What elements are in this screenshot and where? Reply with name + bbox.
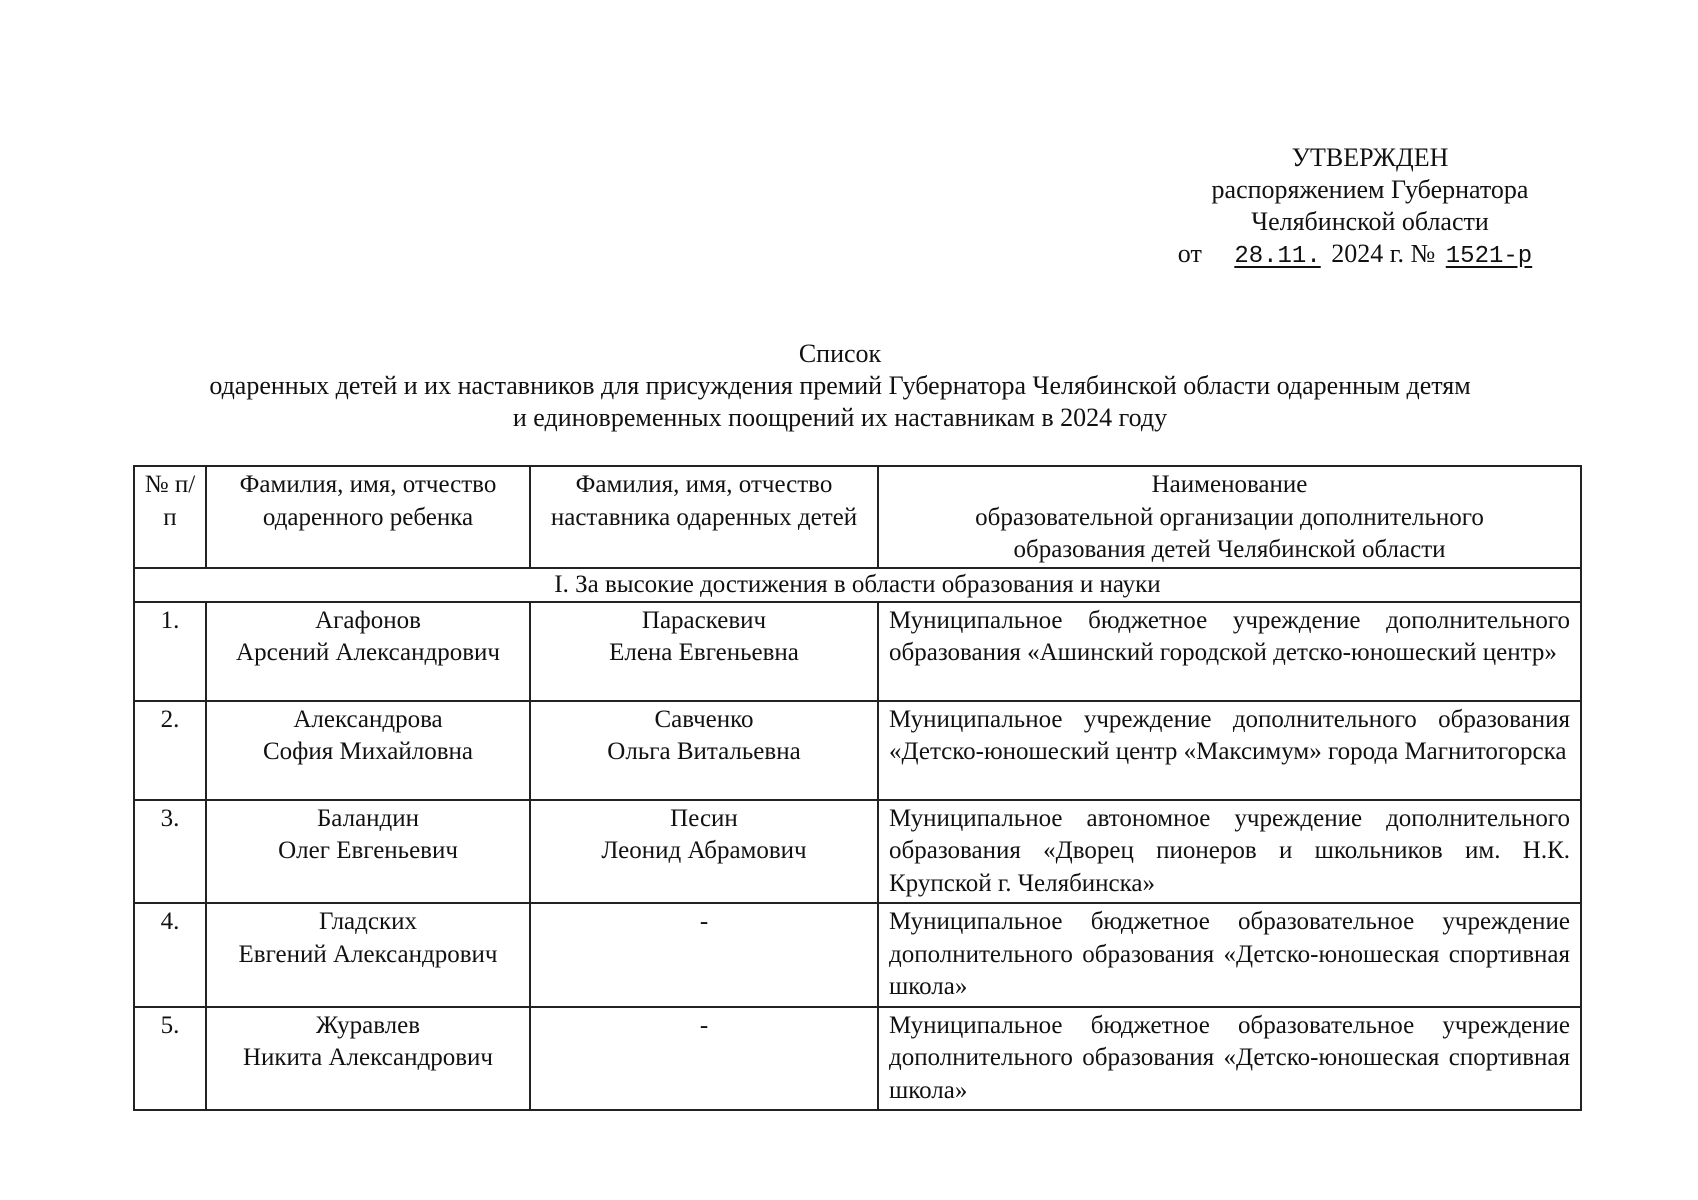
child-name-cell — [206, 1007, 530, 1111]
child-given-name: Никита Александрович — [242, 1044, 494, 1071]
child-given-name: Олег Евгеньевич — [278, 837, 458, 864]
mentor-surname: Песин — [670, 804, 738, 832]
mentor-given-name: Леонид Абрамович — [601, 837, 807, 864]
mentor-surname: - — [699, 1011, 709, 1039]
child-surname: Александрова — [293, 705, 443, 733]
child-name-cell — [206, 903, 530, 1007]
mentor-given-name: Ольга Витальевна — [607, 738, 801, 765]
decree-date: 28.11. — [1234, 243, 1321, 270]
header-child-name: Фамилия, имя, отчество одаренного ребенка — [206, 466, 530, 568]
child-name-cell — [206, 602, 530, 701]
mentor-given-name: Елена Евгеньевна — [609, 639, 799, 666]
child-surname: Агафонов — [315, 606, 421, 634]
date-prefix: от — [1177, 239, 1202, 268]
table-row — [134, 800, 1581, 904]
table-row — [134, 1007, 1581, 1111]
title-line-2: одаренных детей и их наставников для присуждения премий Губернатора Челябинской области одаренным детям — [209, 371, 1471, 400]
gifted-children-table — [133, 465, 1582, 1111]
row-number: 5. — [134, 1007, 206, 1111]
table-row — [134, 602, 1581, 701]
mentor-surname: Савченко — [654, 705, 754, 733]
mentor-name-cell — [530, 903, 878, 1007]
mentor-name-cell — [530, 1007, 878, 1111]
section-row — [134, 568, 1581, 602]
organization-cell: Муниципальное учреждение дополнительного образования «Детско-юношеский центр «Максимум» города Магнитогорска — [878, 701, 1581, 800]
decree-year: 2024 г. № — [1331, 239, 1436, 268]
header-org-line-3: образования детей Челябинской области — [1013, 536, 1446, 563]
section-title: I. За высокие достижения в области образования и науки — [134, 568, 1581, 602]
child-surname: Гладских — [319, 908, 417, 935]
organization-cell: Муниципальное бюджетное образовательное учреждение дополнительного образования «Детско-юношеская спортивная школа» — [878, 1007, 1581, 1111]
mentor-surname: Параскевич — [641, 606, 767, 634]
header-org-line-1: Наименование — [1151, 471, 1308, 498]
table-row — [134, 701, 1581, 800]
approval-date-line — [1170, 238, 1570, 273]
title-line-3: и единовременных поощрений их наставникам в 2024 году — [512, 403, 1168, 432]
title-line-1: Список — [798, 339, 882, 368]
child-surname: Баландин — [316, 804, 420, 832]
header-org-line-2: образовательной организации дополнительного — [975, 503, 1484, 531]
child-name-cell — [206, 800, 530, 904]
row-number: 2. — [134, 701, 206, 800]
organization-cell: Муниципальное бюджетное учреждение дополнительного образования «Ашинский городской детско-юношеский центр» — [878, 602, 1581, 701]
child-given-name: Евгений Александрович — [238, 940, 498, 968]
approval-heading: УТВЕРЖДЕН — [1291, 143, 1449, 172]
child-given-name: София Михайловна — [262, 738, 473, 765]
organization-cell: Муниципальное автономное учреждение дополнительного образования «Дворец пионеров и школьников им. Н.К. Крупской г. Челябинска» — [878, 800, 1581, 904]
child-given-name: Арсений Александрович — [236, 639, 500, 666]
child-surname: Журавлев — [315, 1011, 421, 1039]
mentor-name-cell — [530, 602, 878, 701]
decree-number: 1521-р — [1445, 243, 1533, 270]
header-number: № п/п — [134, 466, 206, 568]
child-name-cell — [206, 701, 530, 800]
mentor-surname: - — [699, 908, 709, 935]
document-title — [60, 338, 1620, 434]
row-number: 3. — [134, 800, 206, 904]
header-mentor-name: Фамилия, имя, отчество наставника одаренных детей — [530, 466, 878, 568]
approval-stamp — [1170, 142, 1570, 273]
table-row — [134, 903, 1581, 1007]
approval-authority: распоряжением Губернатора — [1211, 175, 1529, 204]
mentor-name-cell — [530, 800, 878, 904]
row-number: 4. — [134, 903, 206, 1007]
row-number: 1. — [134, 602, 206, 701]
approval-region: Челябинской области — [1251, 207, 1489, 236]
table-header-row — [134, 466, 1581, 568]
mentor-name-cell — [530, 701, 878, 800]
header-organization — [878, 466, 1581, 568]
organization-cell: Муниципальное бюджетное образовательное учреждение дополнительного образования «Детско-юношеская спортивная школа» — [878, 903, 1581, 1007]
